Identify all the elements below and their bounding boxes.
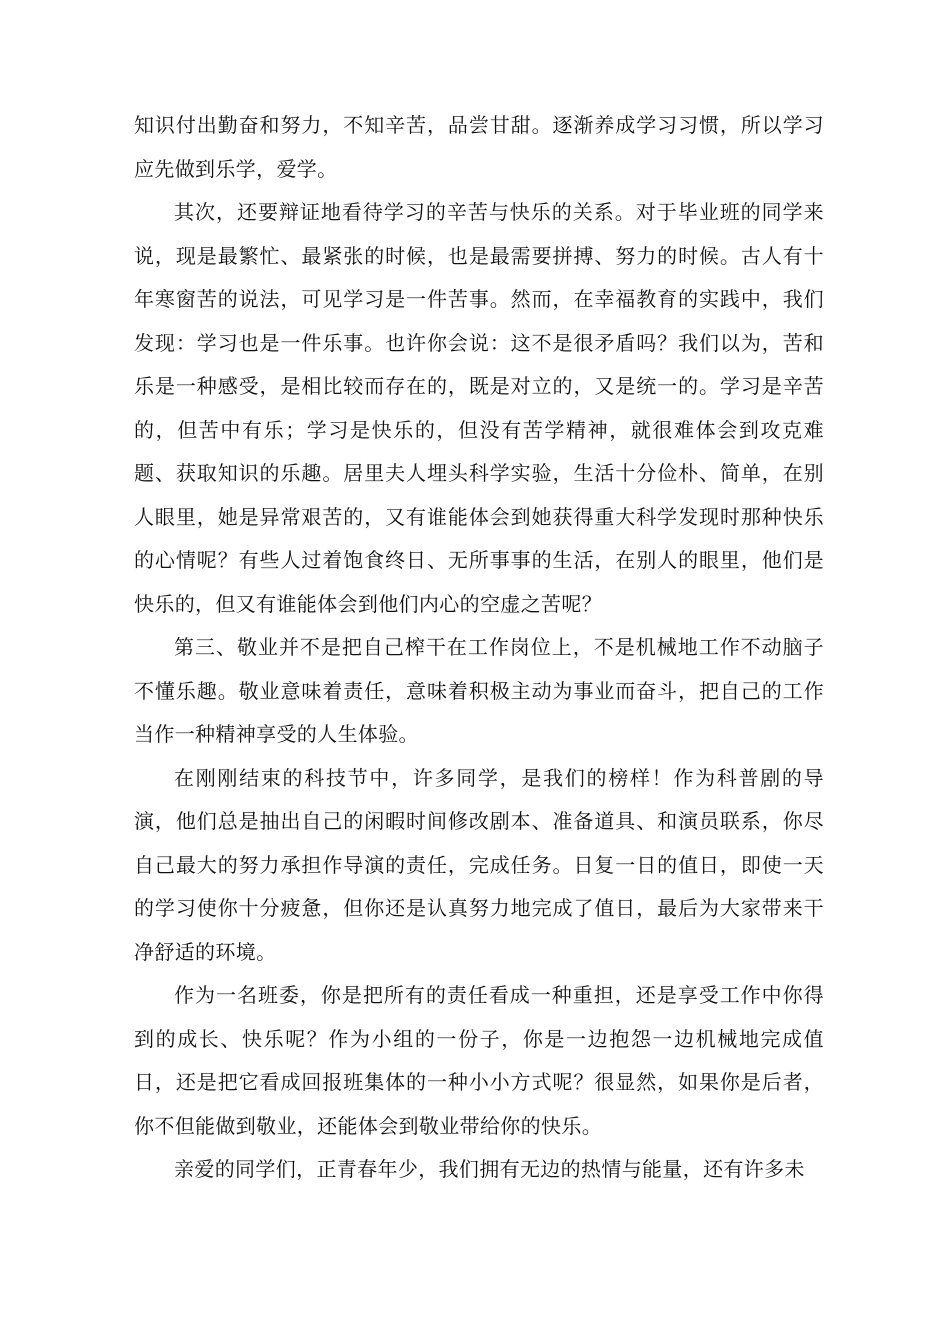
- paragraph-continued: 知识付出勤奋和努力，不知辛苦，品尝甘甜。逐渐养成学习习惯，所以学习应先做到乐学，爱学。: [134, 113, 824, 181]
- document-body: [134, 104, 824, 1192]
- paragraph-closing: 亲爱的同学们，正青春年少，我们拥有无边的热情与能量，还有许多未: [174, 1157, 805, 1181]
- paragraph-third-dedication: 第三、敬业并不是把自己榨干在工作岗位上，不是机械地工作不动脑子不懂乐趣。敬业意味着责任，意味着积极主动为事业而奋斗，把自己的工作当作一种精神享受的人生体验。: [134, 635, 824, 746]
- paragraph-science-festival: 在刚刚结束的科技节中，许多同学，是我们的榜样！作为科普剧的导演，他们总是抽出自己的闲暇时间修改剧本、准备道具、和演员联系，你尽自己最大的努力承担作导演的责任，完成任务。日复一日的值日，即使一天的学习使你十分疲惫，但你还是认真努力地完成了值日，最后为大家带来干净舒适的环境。: [134, 765, 824, 964]
- paragraph-dialectic: 其次，还要辩证地看待学习的辛苦与快乐的关系。对于毕业班的同学来说，现是最繁忙、最紧张的时候，也是最需要拼搏、努力的时候。古人有十年寒窗苦的说法，可见学习是一件苦事。然而，在幸福教育的实践中，我们发现：学习也是一件乐事。也许你会说：这不是很矛盾吗？我们以为，苦和乐是一种感受，是相比较而存在的，既是对立的，又是统一的。学习是辛苦的，但苦中有乐；学习是快乐的，但没有苦学精神，就很难体会到攻克难题、获取知识的乐趣。居里夫人埋头科学实验，生活十分俭朴、简单，在别人眼里，她是异常艰苦的，又有谁能体会到她获得重大科学发现时那种快乐的心情呢？有些人过着饱食终日、无所事事的生活，在别人的眼里，他们是快乐的，但又有谁能体会到他们内心的空虚之苦呢？: [134, 200, 824, 616]
- paragraph-class-committee: 作为一名班委，你是把所有的责任看成一种重担，还是享受工作中你得到的成长、快乐呢？作为小组的一份子，你是一边抱怨一边机械地完成值日，还是把它看成回报班集体的一种小小方式呢？很显然，如果你是后者，你不但能做到敬业，还能体会到敬业带给你的快乐。: [134, 983, 824, 1138]
